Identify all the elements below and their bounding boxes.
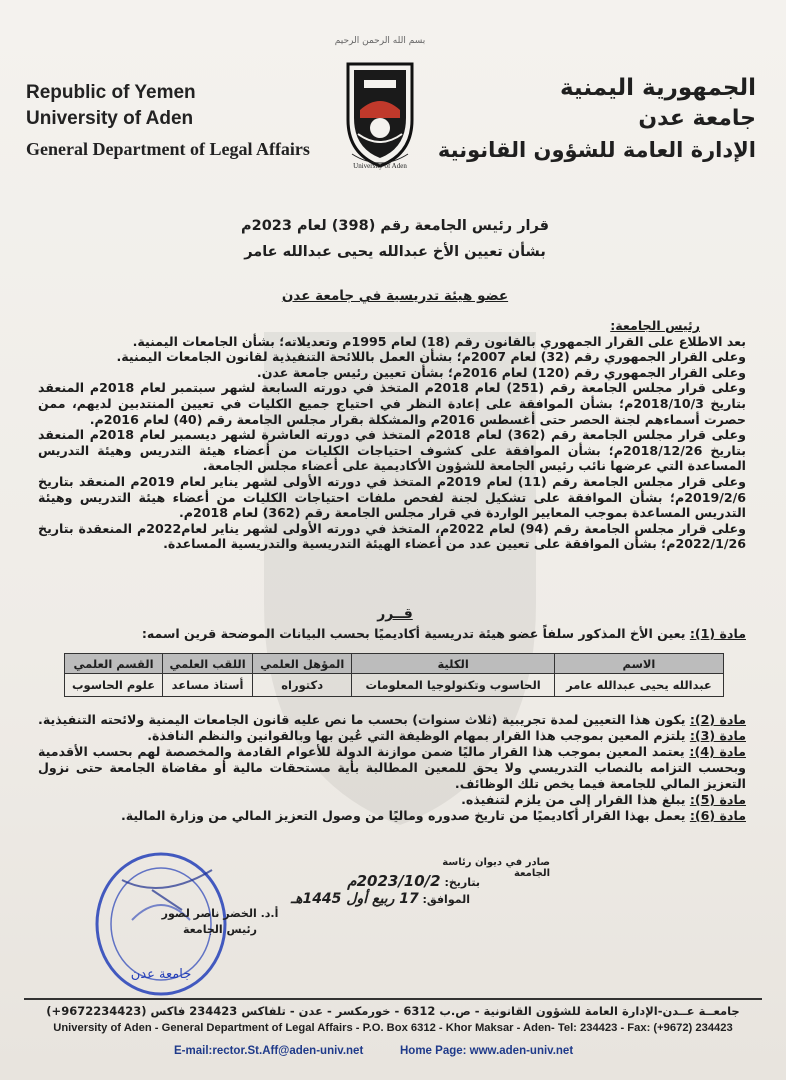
article-1-label: مادة (1): <box>689 626 746 641</box>
preamble-item: وعلى قرار مجلس الجامعة رقم (362) لعام 2018م المتخذ في دورته العاشرة لشهر ديسمبر لعام 2018م المنعقد بتاريخ 2018/12/26م؛ بشأن الموافقة على كشوف احتياجات الكليات من أعضاء هيئة التدريس وهيئة التدريس المساعدة التي عرضها نائب رئيس الجامعة للشؤون الأكاديمية على أعضاء مجلس الجامعة. <box>38 427 746 474</box>
signatory-role: رئيس الجامعة <box>183 923 257 936</box>
table-cell: عبدالله يحيى عبدالله عامر <box>554 674 723 697</box>
articles <box>38 712 746 824</box>
table-header-cell: المؤهل العلمي <box>253 654 352 674</box>
issue-date-label: بتاريخ: <box>444 876 480 889</box>
article-label: مادة (2): <box>689 712 746 727</box>
decision-subject: بشأن تعيين الأخ عبدالله يحيى عبدالله عامر <box>244 244 546 260</box>
addressee: رئيس الجامعة: <box>610 318 700 333</box>
article-text: يعمل بهذا القرار أكاديميًا من تاريخ صدوره وماليًا من وصول التعزيز المالي من وزارة المالية. <box>120 808 686 823</box>
hijri-date-label: الموافق: <box>422 893 470 906</box>
hijri-date-value: 17 ربيع أول 1445هـ <box>290 891 419 907</box>
footer-email: E-mail:rector.St.Aff@aden-univ.net <box>174 1045 364 1057</box>
article-text: يكون هذا التعيين لمدة تجريبية (ثلاث سنوات) بحسب ما نص عليه قانون الجامعات اليمنية ولائحته التنفيذية. <box>38 712 686 727</box>
preamble-item: وعلى قرار مجلس الجامعة رقم (251) لعام 2018م المتخذ في دورته السابعة لشهر سبتمبر لعام 2018م المنعقد بتاريخ 2018/10/3م؛ بشأن الموافقة على إعادة النظر في احتياج جميع الكليات في تعيين المنتدبين لديهم، ممن حصرت أسماءهم لجنة الحصر حتى أغسطس 2016م والمشكلة بقرار مجلس الجامعة رقم (40) لعام 2016م. <box>38 380 746 427</box>
bismillah: بسم الله الرحمن الرحيم <box>334 36 426 46</box>
article <box>38 712 746 728</box>
preamble-item: وعلى القرار الجمهوري رقم (120) لعام 2016م؛ بشأن تعيين رئيس جامعة عدن. <box>256 364 746 380</box>
footer-divider <box>24 998 762 1000</box>
article <box>38 744 746 792</box>
table-header-row <box>65 654 724 674</box>
university-name-ar: جامعة عدن <box>638 106 756 131</box>
article-label: مادة (3): <box>689 728 746 743</box>
article <box>38 728 746 744</box>
issued-at: صادر في ديوان رئاسة الجامعة <box>442 857 550 879</box>
table-header-cell: اللقب العلمي <box>163 654 253 674</box>
department-name-ar: الإدارة العامة للشؤون القانونية <box>437 138 756 162</box>
footer-english: University of Aden - General Department of Legal Affairs - P.O. Box 6312 - Khor Maksar - Aden- Tel: 234423 - Fax: (+9672) 234423 <box>53 1022 733 1034</box>
header-english <box>26 80 326 162</box>
hijri-date <box>230 891 470 907</box>
article <box>38 808 746 824</box>
article-text: يعتمد المعين بموجب هذا القرار ماليًا ضمن موازنة الدولة للأعوام القادمة والمخصصة لهم بحسب الأقدمية وبحسب التزامه بالنصاب التدريسي ولا يحق للمعين المطالبة بأية مستحقات مالية أو مقاضاة الجامعة حتى نزول التعزيز المالي للجامعة فيما يخص تلك الوظائف. <box>38 744 746 791</box>
footer-homepage: Home Page: www.aden-univ.net <box>400 1045 574 1057</box>
decides-label: قــرر <box>377 606 413 622</box>
table-cell: الحاسوب وتكنولوجيا المعلومات <box>352 674 555 697</box>
country-name-en: Republic of Yemen <box>26 82 196 103</box>
department-name-en: General Department of Legal Affairs <box>26 139 310 159</box>
table-cell: دكتوراه <box>253 674 352 697</box>
article-label: مادة (6): <box>689 808 746 823</box>
table-header-cell: القسم العلمي <box>65 654 163 674</box>
article-1-text: يعين الأخ المذكور سلفاً عضو هيئة تدريسية أكاديميًا بحسب البيانات الموضحة قرين اسمه: <box>141 626 686 641</box>
signatory-name: أ.د. الخضر ناصر لصور <box>161 907 279 920</box>
decision-subject-2: عضو هيئة تدريسية في جامعة عدن <box>281 288 509 304</box>
issue-date-value: 2023/10/2م <box>347 872 441 890</box>
table-cell: أستاذ مساعد <box>163 674 253 697</box>
preamble <box>38 318 746 552</box>
article-text: يلتزم المعين بموجب هذا القرار بمهام الوظيفة التي عُين بها وبالقوانين والنظم النافذة. <box>147 728 686 743</box>
article-label: مادة (5): <box>689 792 746 807</box>
logo-text: University of Aden <box>353 162 407 170</box>
table-row <box>65 674 724 697</box>
preamble-item: وعلى القرار الجمهوري رقم (32) لعام 2007م؛ بشأن العمل باللائحة التنفيذية لقانون الجامعات اليمنية. <box>116 349 746 365</box>
article-text: يبلغ هذا القرار إلى من يلزم لتنفيذه. <box>461 792 686 807</box>
university-logo <box>330 54 430 172</box>
article <box>38 792 746 808</box>
table-cell: علوم الحاسوب <box>65 674 163 697</box>
appointee-table <box>64 653 724 697</box>
preamble-item: وعلى قرار مجلس الجامعة رقم (94) لعام 2022م، المتخذ في دورته الأولى لشهر يناير لعام2022م المنعقدة بتاريخ 2022/1/26م؛ بشأن الموافقة على تعيين عدد من أعضاء الهيئة التدريسية والتدريسية المساعدة. <box>38 520 746 552</box>
table-header-cell: الاسم <box>554 654 723 674</box>
header-arabic <box>416 72 756 166</box>
country-name-ar: الجمهورية اليمنية <box>559 75 756 101</box>
article-1 <box>38 626 746 642</box>
article-label: مادة (4): <box>689 744 746 759</box>
stamp-text: جامعة عدن <box>130 967 192 982</box>
issue-date <box>300 872 480 890</box>
preamble-item: وعلى قرار مجلس الجامعة رقم (11) لعام 2019م المتخذ في دورته الأولى لشهر يناير لعام 2019م المنعقد بتاريخ 2019/2/6م؛ بشأن الموافقة على تشكيل لجنة لفحص ملفات احتياجات الكليات من أعضاء هيئة التدريس وهيئة التدريس المساعدة بموجب المعايير الواردة في قرار مجلس الجامعة رقم (362) لعام 2018م. <box>38 473 746 521</box>
university-name-en: University of Aden <box>26 108 194 129</box>
table-header-cell: الكلية <box>352 654 555 674</box>
footer-arabic: جامعــة عــدن-الإدارة العامة للشؤون القانونية - ص.ب 6312 - خورمكسر - عدن - تلفاكس 234423 فاكس (9672234423+) <box>46 1004 740 1018</box>
preamble-item: بعد الاطلاع على القرار الجمهوري بالقانون رقم (18) لعام 1995م وتعديلاته؛ بشأن الجامعات اليمنية. <box>132 333 746 349</box>
decision-title: قرار رئيس الجامعة رقم (398) لعام 2023م <box>240 218 550 234</box>
